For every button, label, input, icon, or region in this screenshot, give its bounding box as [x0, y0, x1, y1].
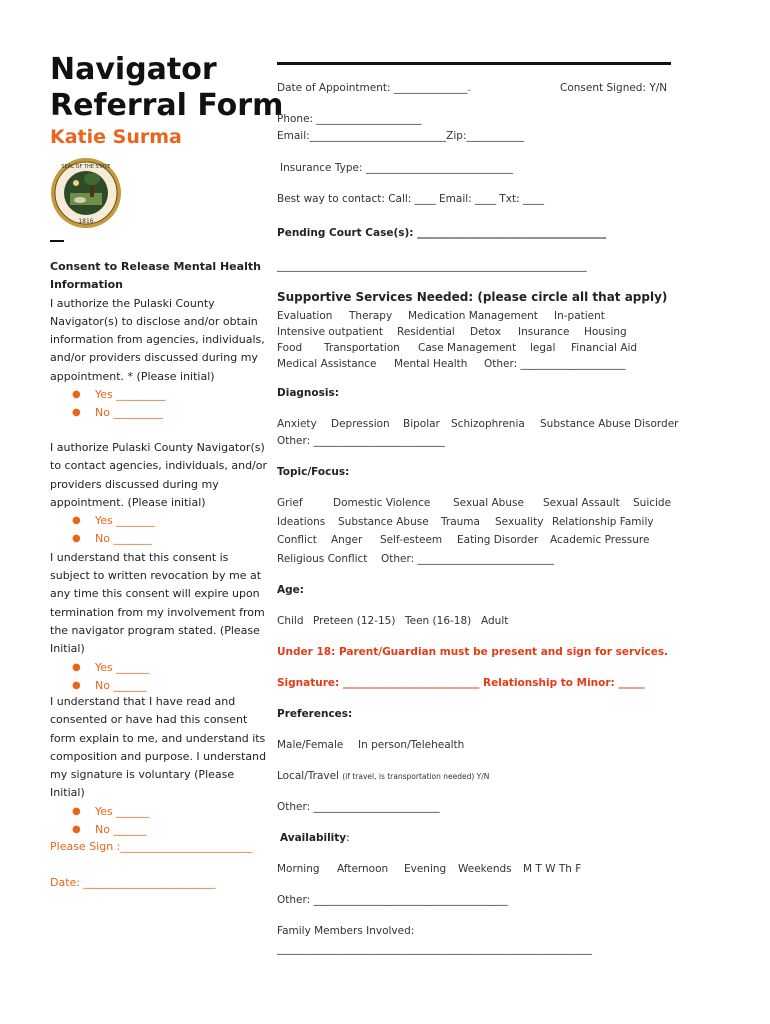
topic-option[interactable]: Relationship Family: [552, 516, 654, 528]
supportive-services-heading: Supportive Services Needed: (please circle all that apply): [277, 290, 668, 304]
topic-option[interactable]: Suicide: [633, 497, 672, 509]
family-members-line[interactable]: ____________________________________________________________: [277, 943, 592, 955]
availability-option[interactable]: Evening: [404, 863, 447, 875]
diagnosis-option[interactable]: Substance Abuse Disorder: [540, 418, 679, 430]
consent-paragraph-2: I authorize Pulaski County Navigator(s) to contact agencies, individuals, and/or providers discussed during my appointment. (Please initial): [50, 441, 268, 509]
topic-option[interactable]: Ideations: [277, 516, 326, 528]
topic-other-field[interactable]: Other: __________________________: [381, 553, 555, 565]
consent-section: [50, 258, 268, 423]
age-option[interactable]: Teen (16-18): [405, 615, 472, 627]
availability-heading: Availability:: [280, 832, 350, 844]
availability-option[interactable]: Morning: [277, 863, 320, 875]
court-case-field[interactable]: Pending Court Case(s): ____________________________________: [277, 227, 607, 239]
age-heading: Age:: [277, 584, 304, 596]
topic-option[interactable]: Academic Pressure: [550, 534, 650, 546]
service-option[interactable]: Other: ____________________: [484, 358, 626, 370]
consent-block-4: [50, 693, 268, 839]
service-option[interactable]: Medical Assistance: [277, 358, 377, 370]
local-travel-label[interactable]: Local/Travel: [277, 770, 339, 782]
service-option[interactable]: Mental Health: [394, 358, 468, 370]
under-18-notice: Under 18: Parent/Guardian must be present and sign for services.: [277, 646, 669, 658]
guardian-signature-field[interactable]: Signature: __________________________ Relationship to Minor: _____: [277, 677, 645, 689]
diagnosis-option[interactable]: Depression: [331, 418, 390, 430]
preference-option[interactable]: In person/Telehealth: [358, 739, 465, 751]
header-rule: [277, 62, 671, 65]
service-option[interactable]: legal: [530, 342, 556, 354]
consent-paragraph-4: I understand that I have read and consented or have had this consent form explain to me, and understand its composition and purpose. I understand my signature is voluntary (Please Initial): [50, 695, 267, 800]
family-members-label: Family Members Involved:: [277, 925, 415, 937]
diagnosis-other-field[interactable]: Other: _________________________: [277, 435, 445, 447]
service-option[interactable]: Medication Management: [408, 310, 538, 322]
local-travel-note: (if travel, is transportation needed) Y/N: [342, 772, 490, 781]
no-option[interactable]: ● No ______: [50, 677, 268, 695]
topic-option[interactable]: Sexuality: [495, 516, 544, 528]
state-seal-icon: [50, 157, 122, 229]
form-title: Navigator Referral Form: [50, 52, 284, 123]
diagnosis-option[interactable]: Schizophrenia: [451, 418, 525, 430]
service-option[interactable]: Housing: [584, 326, 627, 338]
service-option[interactable]: Insurance: [518, 326, 570, 338]
no-option[interactable]: ● No _______: [50, 530, 268, 548]
preferences-heading: Preferences:: [277, 708, 353, 720]
age-option[interactable]: Adult: [481, 615, 509, 627]
age-option[interactable]: Preteen (12-15): [313, 615, 396, 627]
topic-option[interactable]: Sexual Abuse: [453, 497, 524, 509]
no-option[interactable]: ● No _________: [50, 404, 268, 422]
insurance-field[interactable]: Insurance Type: ____________________________: [280, 162, 513, 174]
navigator-name: Katie Surma: [50, 126, 182, 148]
service-option[interactable]: In-patient: [554, 310, 605, 322]
svg-text:1816: 1816: [78, 218, 94, 225]
service-option[interactable]: Case Management: [418, 342, 517, 354]
topic-option[interactable]: Substance Abuse: [338, 516, 429, 528]
yes-option[interactable]: ● Yes ______: [50, 803, 268, 821]
topic-option[interactable]: Conflict: [277, 534, 317, 546]
availability-option[interactable]: Afternoon: [337, 863, 389, 875]
service-option[interactable]: Transportation: [324, 342, 400, 354]
yes-option[interactable]: ● Yes _______: [50, 512, 268, 530]
availability-days[interactable]: M T W Th F: [523, 863, 582, 875]
topic-option[interactable]: Religious Conflict: [277, 553, 368, 565]
consent-options-1: [50, 386, 268, 423]
phone-field[interactable]: Phone: ____________________: [277, 113, 422, 125]
date-field[interactable]: Date: ________________________: [50, 876, 216, 889]
consent-paragraph-3: I understand that this consent is subject to written revocation by me at any time this consent will expire upon termination from my involvement from the navigator program stated. (Please Initial): [50, 550, 265, 656]
consent-heading: Consent to Release Mental Health Information: [50, 260, 261, 292]
yes-option[interactable]: ● Yes _________: [50, 386, 268, 404]
consent-options-4: [50, 803, 268, 840]
service-option[interactable]: Residential: [397, 326, 455, 338]
yes-option[interactable]: ● Yes ______: [50, 659, 268, 677]
preference-other-field[interactable]: Other: ________________________: [277, 801, 440, 813]
diagnosis-option[interactable]: Bipolar: [403, 418, 440, 430]
no-option[interactable]: ● No ______: [50, 821, 268, 839]
topic-option[interactable]: Sexual Assault: [543, 497, 620, 509]
diagnosis-heading: Diagnosis:: [277, 387, 339, 399]
contact-method-field[interactable]: Best way to contact: Call: ____ Email: ____ Txt: ____: [277, 193, 544, 205]
topic-option[interactable]: Eating Disorder: [457, 534, 539, 546]
service-option[interactable]: Evaluation: [277, 310, 333, 322]
topic-heading: Topic/Focus:: [277, 466, 350, 478]
appointment-date-field[interactable]: Date of Appointment: ______________.: [277, 82, 471, 94]
topic-option[interactable]: Domestic Violence: [333, 497, 431, 509]
age-option[interactable]: Child: [277, 615, 304, 627]
topic-option[interactable]: Self-esteem: [380, 534, 443, 546]
divider: [50, 240, 64, 242]
consent-options-2: [50, 512, 268, 549]
service-option[interactable]: Therapy: [349, 310, 393, 322]
availability-other-field[interactable]: Other: _____________________________________: [277, 894, 508, 906]
service-option[interactable]: Food: [277, 342, 303, 354]
consent-block-2: [50, 439, 268, 695]
topic-option[interactable]: Grief: [277, 497, 303, 509]
service-option[interactable]: Intensive outpatient: [277, 326, 383, 338]
signature-field[interactable]: Please Sign :________________________: [50, 840, 253, 853]
preference-option[interactable]: Male/Female: [277, 739, 344, 751]
service-option[interactable]: Financial Aid: [571, 342, 638, 354]
topic-option[interactable]: Trauma: [441, 516, 480, 528]
diagnosis-option[interactable]: Anxiety: [277, 418, 317, 430]
topic-option[interactable]: Anger: [331, 534, 363, 546]
svg-text:SEAL OF THE STATE: SEAL OF THE STATE: [61, 164, 111, 170]
consent-paragraph-1: I authorize the Pulaski County Navigator(s) to disclose and/or obtain information from agencies, individuals, and/or providers discussed during my appointment. * (Please initial): [50, 296, 265, 383]
availability-option[interactable]: Weekends: [458, 863, 512, 875]
email-field[interactable]: Email:__________________________Zip:___________: [277, 130, 525, 142]
local-travel-row: [277, 770, 489, 782]
consent-signed-field[interactable]: Consent Signed: Y/N: [560, 82, 668, 94]
service-option[interactable]: Detox: [470, 326, 501, 338]
court-case-line[interactable]: ___________________________________________________________: [277, 260, 587, 272]
consent-options-3: [50, 659, 268, 696]
